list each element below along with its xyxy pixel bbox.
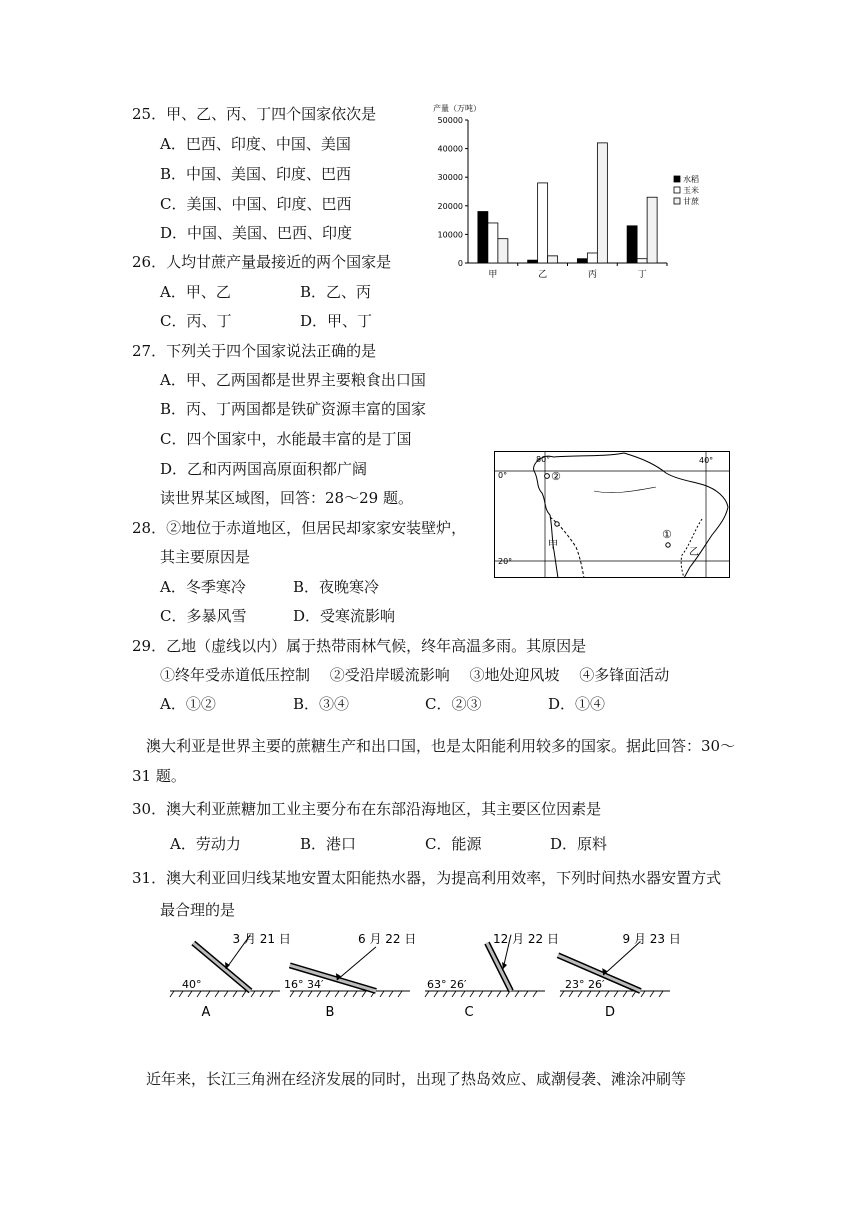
chart-category-label: 乙: [538, 270, 548, 280]
q31-stem-line2: 最合理的是: [160, 901, 236, 919]
ground-hatch: [290, 991, 294, 997]
panel-angle: 16° 34′: [284, 978, 324, 991]
ground-hatch: [215, 991, 219, 997]
map-jia: 甲: [548, 540, 558, 551]
q29-items: ①终年受赤道低压控制 ②受沿岸暖流影响 ③地处迎风坡 ④多锋面活动: [160, 666, 670, 684]
q26-option-c: C．丙、丁: [160, 312, 232, 330]
panel-letter: A: [201, 1005, 211, 1020]
chart-category-label: 丁: [637, 270, 647, 280]
chart-legend-label: 甘蔗: [683, 197, 699, 206]
q25-option-b: B．中国、美国、印度、巴西: [160, 165, 352, 183]
ground-hatch: [578, 991, 582, 997]
ground-hatch: [596, 991, 600, 997]
site-1-marker: [666, 543, 670, 547]
q30-option-b: B．港口: [300, 835, 357, 853]
q30-option-d: D．原料: [550, 835, 608, 853]
ground-hatch: [569, 991, 573, 997]
solar-panel-c: [425, 932, 559, 1020]
ground-hatch: [206, 991, 210, 997]
ground-hatch: [179, 991, 183, 997]
q27-option-c: C．四个国家中，水能最丰富的是丁国: [160, 430, 412, 448]
intro-30-31-line2: 31 题。: [132, 767, 186, 785]
ground-hatch: [188, 991, 192, 997]
ground-hatch: [506, 991, 510, 997]
map-lat0: 0°: [498, 471, 508, 480]
ground-hatch: [260, 991, 264, 997]
q30-stem: 30．澳大利亚蔗糖加工业主要分布在东部沿海地区，其主要区位因素是: [132, 800, 602, 818]
ground-hatch: [623, 991, 627, 997]
chart-bar: [597, 143, 607, 263]
south-america-map: [494, 451, 730, 578]
ground-hatch: [344, 991, 348, 997]
q26-option-b: B．乙、丙: [300, 283, 372, 301]
panel-letter: C: [464, 1005, 474, 1020]
map-site1: ①: [662, 528, 672, 541]
chart-bar: [478, 212, 488, 263]
chart-legend-label: 玉米: [683, 186, 699, 195]
chart-bar: [637, 259, 647, 263]
intro-30-31-line1: 澳大利亚是世界主要的蔗糖生产和出口国，也是太阳能利用较多的国家。据此回答：30～: [146, 737, 736, 755]
q31-stem-line1: 31．澳大利亚回归线某地安置太阳能热水器，为提高利用效率，下列时间热水器安置方式: [132, 869, 722, 887]
q28-option-c: C．多暴风雪: [160, 607, 247, 625]
ground-hatch: [224, 991, 228, 997]
q30-option-a: A．劳动力: [170, 835, 241, 853]
q27-option-b: B．丙、丁两国都是铁矿资源丰富的国家: [160, 400, 427, 418]
chart-category-label: 丙: [587, 270, 597, 280]
panel-date: 6 月 22 日: [358, 932, 417, 946]
ground-hatch: [650, 991, 654, 997]
q26-option-d: D．甲、丁: [300, 312, 373, 330]
chart-bar: [577, 259, 587, 263]
ground-hatch: [269, 991, 273, 997]
q25-option-a: A．巴西、印度、中国、美国: [160, 135, 351, 153]
ground-hatch: [533, 991, 537, 997]
ground-hatch: [398, 991, 402, 997]
panel-letter: B: [325, 1005, 335, 1020]
ground-hatch: [308, 991, 312, 997]
q28-stem-line2: 其主要原因是: [160, 548, 251, 566]
ground-hatch: [197, 991, 201, 997]
ground-hatch: [353, 991, 357, 997]
solar-panel-a: [170, 932, 291, 1020]
ground-hatch: [497, 991, 501, 997]
ground-hatch: [560, 991, 564, 997]
ground-hatch: [488, 991, 492, 997]
panel-date: 12 月 22 日: [493, 932, 559, 946]
chart-bar: [498, 239, 508, 263]
panel-angle: 40°: [182, 978, 202, 991]
ground-hatch: [587, 991, 591, 997]
ground-hatch: [326, 991, 330, 997]
sun-ray: [603, 941, 640, 975]
chart-bar: [627, 226, 637, 263]
chart-category-label: 甲: [488, 270, 498, 280]
chart-ytick-label: 0: [457, 259, 463, 268]
chart-ytick-label: 40000: [437, 144, 463, 154]
panel-date: 3 月 21 日: [232, 932, 291, 946]
q28-option-a: A．冬季寒冷: [160, 578, 246, 596]
ground-hatch: [170, 991, 174, 997]
chart-ytick-label: 10000: [437, 230, 463, 240]
ground-hatch: [443, 991, 447, 997]
ground-hatch: [242, 991, 246, 997]
q30-option-c: C．能源: [425, 835, 482, 853]
q25-option-c: C．美国、中国、印度、巴西: [160, 195, 352, 213]
chart-ylabel: 产量（万吨）: [433, 104, 481, 113]
ground-hatch: [362, 991, 366, 997]
ground-hatch: [380, 991, 384, 997]
ground-hatch: [299, 991, 303, 997]
ground-hatch: [317, 991, 321, 997]
panel-angle: 63° 26′: [427, 978, 467, 991]
ground-hatch: [335, 991, 339, 997]
q28-option-d: D．受寒流影响: [293, 607, 396, 625]
chart-bar: [528, 260, 538, 263]
q27-option-d: D．乙和丙两国高原面积都广阔: [160, 460, 368, 478]
panel-date: 9 月 23 日: [622, 932, 681, 946]
intro-next: 近年来，长江三角洲在经济发展的同时，出现了热岛效应、咸潮侵袭、滩涂冲刷等: [146, 1070, 687, 1088]
ground-hatch: [659, 991, 663, 997]
ground-hatch: [641, 991, 645, 997]
q27-option-a: A．甲、乙两国都是世界主要粮食出口国: [160, 371, 426, 389]
q28-option-b: B．夜晚寒冷: [293, 578, 380, 596]
chart-bar: [587, 253, 597, 263]
chart-bar: [548, 256, 558, 263]
ground-hatch: [251, 991, 255, 997]
ground-hatch: [461, 991, 465, 997]
q28-stem-line1: 28．②地位于赤道地区，但居民却家家安装壁炉，: [132, 519, 467, 537]
chart-legend-swatch: [674, 176, 680, 182]
ground-hatch: [524, 991, 528, 997]
sun-ray: [337, 947, 376, 980]
chart-bar: [538, 183, 548, 263]
ground-hatch: [470, 991, 474, 997]
q25-stem: 25．甲、乙、丙、丁四个国家依次是: [132, 105, 377, 123]
q29-option-d: D．①④: [548, 695, 606, 713]
ground-hatch: [425, 991, 429, 997]
ground-hatch: [479, 991, 483, 997]
chart-legend-swatch: [674, 198, 680, 204]
chart-bar: [488, 223, 498, 263]
chart-ytick-label: 30000: [437, 173, 463, 183]
ground-hatch: [614, 991, 618, 997]
solar-panel-b: [284, 932, 416, 1020]
chart-bar: [647, 197, 657, 263]
q29-option-a: A．①②: [160, 695, 216, 713]
map-lat20: 20°: [498, 557, 513, 566]
site-2-marker: [545, 474, 550, 479]
production-bar-chart: [425, 100, 705, 285]
q25-option-d: D．中国、美国、巴西、印度: [160, 224, 353, 242]
ground-hatch: [389, 991, 393, 997]
solar-panel-d: [558, 932, 681, 1020]
ground-hatch: [605, 991, 609, 997]
chart-legend-swatch: [674, 187, 680, 193]
map-lon80: 80°: [536, 455, 551, 464]
q29-option-b: B．③④: [293, 695, 350, 713]
panel-angle: 23° 26′: [565, 978, 605, 991]
chart-ytick-label: 20000: [437, 201, 463, 211]
chart-legend-label: 水稻: [683, 175, 699, 184]
chart-ytick-label: 50000: [437, 116, 463, 125]
q29-option-c: C．②③: [425, 695, 482, 713]
q27-stem: 27．下列关于四个国家说法正确的是: [132, 342, 377, 360]
map-lon40: 40°: [699, 456, 714, 465]
ground-hatch: [515, 991, 519, 997]
ground-hatch: [434, 991, 438, 997]
ground-hatch: [233, 991, 237, 997]
heater-panel-inner: [193, 943, 250, 991]
panel-letter: D: [604, 1005, 616, 1020]
intro-28-29: 读世界某区域图，回答：28～29 题。: [160, 489, 413, 507]
q29-stem: 29．乙地（虚线以内）属于热带雨林气候，终年高温多雨。其原因是: [132, 637, 587, 655]
map-yi: 乙: [689, 547, 699, 558]
solar-heater-panels: [160, 925, 720, 1025]
site-jia-marker: [555, 522, 559, 526]
q26-stem: 26．人均甘蔗产量最接近的两个国家是: [132, 253, 392, 271]
ground-hatch: [452, 991, 456, 997]
q26-option-a: A．甲、乙: [160, 283, 231, 301]
map-site2: ②: [551, 470, 561, 483]
